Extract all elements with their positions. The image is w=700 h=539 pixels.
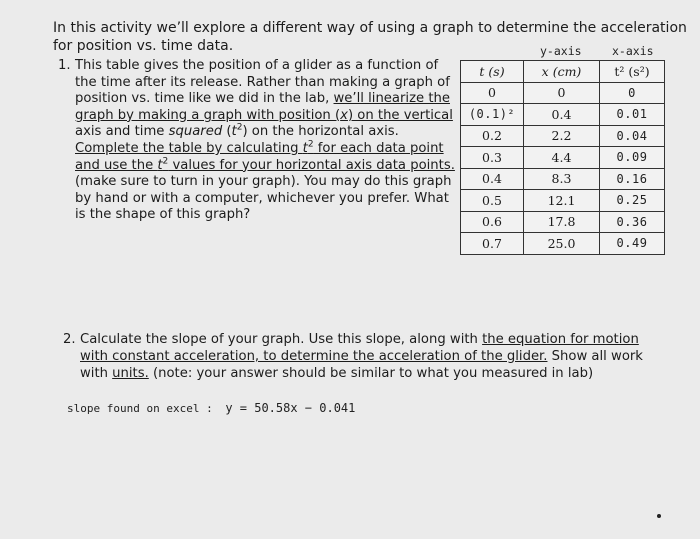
table-cell: 17.8 — [524, 211, 600, 233]
q1-var-x: x — [340, 107, 348, 123]
handwritten-answer — [67, 401, 355, 415]
data-table — [460, 60, 665, 255]
q1-text-part: for each data point and use the — [75, 140, 444, 173]
table-cell: 0.7 — [461, 233, 524, 255]
q2-text-part: (note: your answer should be similar to what you measured in lab) — [148, 366, 594, 381]
table-cell: 0.6 — [461, 211, 524, 233]
table-cell-handwritten: 0.36 — [600, 211, 665, 233]
table-header-cell: x (cm) — [524, 61, 600, 83]
table-cell-handwritten: 0.01 — [600, 104, 665, 126]
table-row — [461, 104, 665, 126]
question-1 — [58, 58, 458, 224]
q2-text-part: Calculate the slope of your graph. Use this slope, along with — [80, 332, 483, 347]
table-cell-handwritten: 0.49 — [600, 233, 665, 255]
q2-text-part: Show all work with — [80, 349, 643, 381]
q1-superscript: 2 — [307, 139, 314, 150]
table-cell: 0.4 — [461, 168, 524, 190]
annotation-y-axis: y-axis — [540, 44, 582, 58]
answer-equation: y = 50.58x − 0.041 — [225, 401, 356, 415]
q1-text-part: (make sure to turn in your graph). You may do this graph by hand or with a computer, whichever you prefer. What is the shape of this graph? — [75, 174, 452, 223]
table-cell: 0 — [524, 82, 600, 104]
table-header-cell: t² (s²) — [600, 61, 665, 83]
table-cell: 25.0 — [524, 233, 600, 255]
table-row — [461, 82, 665, 104]
table-row — [461, 190, 665, 212]
q1-text-part: Complete the table by calculating — [75, 140, 303, 156]
q1-superscript: 2 — [162, 156, 169, 167]
q1-var-t: t — [157, 157, 163, 173]
table-cell-handwritten: 0.09 — [600, 147, 665, 169]
q1-text-part: ) on the vertical — [347, 107, 453, 123]
table-cell: 12.1 — [524, 190, 600, 212]
q2-underlined-text: the equation for motion with constant acceleration, to determine the acceleration of the glider. — [80, 332, 639, 364]
table-cell: 0.4 — [524, 104, 600, 126]
table-cell: 0.2 — [461, 125, 524, 147]
table-header-cell: t (s) — [461, 61, 524, 83]
q2-underlined-text: units. — [112, 366, 149, 381]
table-cell: 0 — [461, 82, 524, 104]
table-row — [461, 125, 665, 147]
table-cell: 0.5 — [461, 190, 524, 212]
intro-line-1: In this activity we’ll explore a different way of using a graph to determine the acceleration — [53, 20, 687, 36]
answer-label: slope found on excel : — [67, 402, 213, 415]
table-cell: 8.3 — [524, 168, 600, 190]
table-row — [461, 147, 665, 169]
table-cell-handwritten: (0.1)² — [461, 104, 524, 126]
intro-text — [53, 19, 693, 55]
table-cell-handwritten: 0.04 — [600, 125, 665, 147]
table-row — [461, 168, 665, 190]
q1-text-part: we’ll linearize the graph by making a graph with position ( — [75, 91, 450, 123]
question-1-text — [75, 58, 458, 224]
q1-underlined-text — [75, 141, 455, 173]
table-row — [461, 233, 665, 255]
table-cell-handwritten: 0.25 — [600, 190, 665, 212]
intro-line-2: for position vs. time data. — [53, 38, 234, 54]
annotation-x-axis: x-axis — [612, 44, 654, 58]
q1-text-part: axis and time — [75, 124, 169, 140]
q1-text-part: values for your horizontal axis data points. — [168, 157, 455, 173]
question-2-number: 2. — [63, 332, 76, 347]
question-2 — [63, 331, 663, 382]
question-1-number: 1. — [58, 58, 71, 73]
table-cell: 4.4 — [524, 147, 600, 169]
q1-text-part: ) on the horizontal axis. — [242, 124, 399, 140]
question-2-text — [80, 331, 663, 382]
q1-var-t: t — [231, 124, 237, 140]
q1-superscript: 2 — [236, 122, 243, 133]
table-cell-handwritten: 0.16 — [600, 168, 665, 190]
table-cell: 2.2 — [524, 125, 600, 147]
table-row — [461, 211, 665, 233]
table-cell-handwritten: 0 — [600, 82, 665, 104]
q1-var-t: t — [302, 140, 308, 156]
q1-text-part: This table gives the position of a glider as a function of the time after its release. Rather than making a graph of position vs. time like we did in the lab, — [75, 58, 450, 107]
stray-dot — [657, 514, 661, 518]
table-header-row — [461, 61, 665, 83]
q1-text-part: ( — [222, 124, 232, 140]
table-cell: 0.3 — [461, 147, 524, 169]
q1-text-squared: squared — [168, 124, 223, 140]
